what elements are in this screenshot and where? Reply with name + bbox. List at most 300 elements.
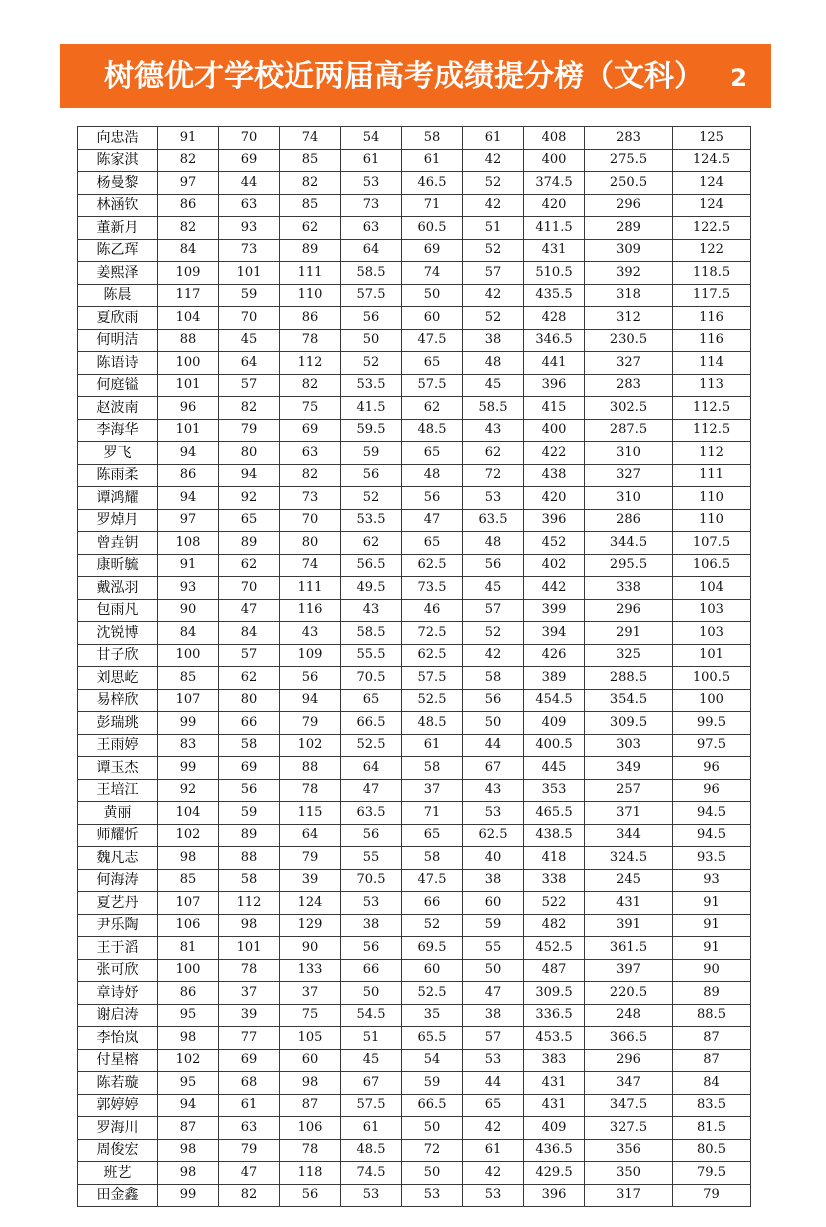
score-cell: 55 — [341, 847, 402, 870]
score-cell: 124 — [280, 892, 341, 915]
score-cell: 397 — [585, 959, 673, 982]
score-cell: 101 — [673, 644, 751, 667]
score-cell: 452 — [524, 532, 585, 555]
score-cell: 89 — [673, 982, 751, 1005]
score-cell: 391 — [585, 914, 673, 937]
score-cell: 58.5 — [341, 622, 402, 645]
score-cell: 62 — [402, 397, 463, 420]
score-cell: 289 — [585, 217, 673, 240]
student-name-cell: 周俊宏 — [78, 1139, 158, 1162]
score-cell: 65 — [341, 689, 402, 712]
score-cell: 42 — [463, 194, 524, 217]
score-cell: 68 — [219, 1072, 280, 1095]
table-row — [78, 554, 751, 577]
student-name-cell: 王于滔 — [78, 937, 158, 960]
score-cell: 87 — [673, 1027, 751, 1050]
score-cell: 110 — [280, 284, 341, 307]
table-row — [78, 1049, 751, 1072]
score-cell: 324.5 — [585, 847, 673, 870]
score-cell: 47 — [402, 509, 463, 532]
score-cell: 62.5 — [463, 824, 524, 847]
score-cell: 109 — [158, 262, 219, 285]
score-cell: 102 — [158, 824, 219, 847]
score-cell: 57 — [463, 262, 524, 285]
score-cell: 52.5 — [402, 689, 463, 712]
score-cell: 53 — [341, 892, 402, 915]
score-cell: 56.5 — [341, 554, 402, 577]
score-cell: 43 — [280, 622, 341, 645]
score-cell: 89 — [219, 532, 280, 555]
table-row — [78, 442, 751, 465]
score-cell: 51 — [463, 217, 524, 240]
score-cell: 110 — [673, 487, 751, 510]
score-cell: 70.5 — [341, 869, 402, 892]
score-cell: 383 — [524, 1049, 585, 1072]
score-cell: 106 — [280, 1117, 341, 1140]
score-cell: 98 — [158, 1162, 219, 1185]
score-cell: 114 — [673, 352, 751, 375]
student-name-cell: 陈雨柔 — [78, 464, 158, 487]
score-cell: 42 — [463, 149, 524, 172]
score-cell: 111 — [280, 262, 341, 285]
score-cell: 98 — [158, 1139, 219, 1162]
score-cell: 124 — [673, 194, 751, 217]
score-cell: 42 — [463, 1162, 524, 1185]
score-cell: 50 — [463, 959, 524, 982]
score-cell: 347 — [585, 1072, 673, 1095]
score-cell: 79 — [673, 1184, 751, 1207]
score-cell: 94.5 — [673, 824, 751, 847]
score-cell: 93 — [219, 217, 280, 240]
table-row — [78, 194, 751, 217]
score-cell: 65 — [463, 1094, 524, 1117]
table-row — [78, 172, 751, 195]
score-cell: 438 — [524, 464, 585, 487]
score-cell: 338 — [524, 869, 585, 892]
score-cell: 55.5 — [341, 644, 402, 667]
score-cell: 100 — [158, 644, 219, 667]
score-cell: 54 — [402, 1049, 463, 1072]
score-cell: 482 — [524, 914, 585, 937]
score-cell: 65 — [402, 442, 463, 465]
student-name-cell: 康昕毓 — [78, 554, 158, 577]
student-name-cell: 易梓欣 — [78, 689, 158, 712]
score-cell: 220.5 — [585, 982, 673, 1005]
score-cell: 275.5 — [585, 149, 673, 172]
score-cell: 84 — [219, 622, 280, 645]
score-cell: 35 — [402, 1004, 463, 1027]
score-cell: 57.5 — [341, 1094, 402, 1117]
table-row — [78, 1072, 751, 1095]
score-cell: 64 — [219, 352, 280, 375]
score-cell: 56 — [463, 689, 524, 712]
table-row — [78, 352, 751, 375]
score-cell: 57.5 — [341, 284, 402, 307]
score-cell: 287.5 — [585, 419, 673, 442]
score-cell: 111 — [280, 577, 341, 600]
score-cell: 58 — [219, 734, 280, 757]
score-cell: 63.5 — [341, 802, 402, 825]
student-name-cell: 陈乙珲 — [78, 239, 158, 262]
score-cell: 106 — [158, 914, 219, 937]
score-cell: 65 — [402, 532, 463, 555]
score-cell: 82 — [219, 1184, 280, 1207]
score-cell: 99 — [158, 1184, 219, 1207]
score-cell: 101 — [158, 374, 219, 397]
score-cell: 47 — [219, 599, 280, 622]
score-cell: 296 — [585, 1049, 673, 1072]
score-cell: 97 — [158, 172, 219, 195]
score-cell: 89 — [219, 824, 280, 847]
student-name-cell: 谭鸿耀 — [78, 487, 158, 510]
score-cell: 86 — [158, 982, 219, 1005]
score-cell: 62 — [341, 532, 402, 555]
score-cell: 106.5 — [673, 554, 751, 577]
score-cell: 66.5 — [402, 1094, 463, 1117]
table-row — [78, 397, 751, 420]
score-cell: 42 — [463, 644, 524, 667]
score-cell: 402 — [524, 554, 585, 577]
score-cell: 56 — [341, 464, 402, 487]
score-cell: 56 — [341, 824, 402, 847]
score-cell: 84 — [158, 239, 219, 262]
score-cell: 441 — [524, 352, 585, 375]
score-cell: 99 — [158, 712, 219, 735]
score-cell: 61 — [463, 1139, 524, 1162]
score-cell: 65 — [402, 824, 463, 847]
score-cell: 69 — [219, 757, 280, 780]
score-cell: 80.5 — [673, 1139, 751, 1162]
table-row — [78, 1117, 751, 1140]
student-name-cell: 董新月 — [78, 217, 158, 240]
score-cell: 438.5 — [524, 824, 585, 847]
score-cell: 78 — [219, 959, 280, 982]
score-cell: 48.5 — [402, 712, 463, 735]
score-cell: 47 — [219, 1162, 280, 1185]
score-cell: 57 — [219, 374, 280, 397]
score-cell: 428 — [524, 307, 585, 330]
score-cell: 101 — [158, 419, 219, 442]
score-cell: 83.5 — [673, 1094, 751, 1117]
table-row — [78, 847, 751, 870]
score-cell: 107 — [158, 892, 219, 915]
score-cell: 45 — [341, 1049, 402, 1072]
score-cell: 59 — [219, 802, 280, 825]
score-cell: 53 — [341, 1184, 402, 1207]
student-name-cell: 黄丽 — [78, 802, 158, 825]
score-cell: 52 — [341, 352, 402, 375]
score-cell: 112.5 — [673, 397, 751, 420]
table-row — [78, 667, 751, 690]
student-name-cell: 何庭镒 — [78, 374, 158, 397]
score-cell: 442 — [524, 577, 585, 600]
score-cell: 112 — [280, 352, 341, 375]
score-cell: 115 — [280, 802, 341, 825]
score-cell: 39 — [219, 1004, 280, 1027]
score-cell: 73 — [280, 487, 341, 510]
score-cell: 64 — [341, 757, 402, 780]
score-cell: 88 — [158, 329, 219, 352]
score-cell: 79.5 — [673, 1162, 751, 1185]
score-cell: 70 — [280, 509, 341, 532]
score-cell: 394 — [524, 622, 585, 645]
score-cell: 56 — [402, 487, 463, 510]
score-cell: 353 — [524, 779, 585, 802]
score-cell: 65 — [219, 509, 280, 532]
score-cell: 302.5 — [585, 397, 673, 420]
score-cell: 63 — [219, 1117, 280, 1140]
score-cell: 84 — [673, 1072, 751, 1095]
score-cell: 72 — [463, 464, 524, 487]
page-title: 树德优才学校近两届高考成绩提分榜（文科） — [104, 59, 704, 94]
table-row — [78, 464, 751, 487]
score-cell: 62 — [463, 442, 524, 465]
score-cell: 84 — [158, 622, 219, 645]
score-cell: 415 — [524, 397, 585, 420]
score-cell: 436.5 — [524, 1139, 585, 1162]
score-cell: 296 — [585, 599, 673, 622]
score-cell: 100 — [158, 959, 219, 982]
score-cell: 82 — [158, 217, 219, 240]
student-name-cell: 李海华 — [78, 419, 158, 442]
score-cell: 58 — [463, 667, 524, 690]
score-cell: 103 — [673, 622, 751, 645]
score-cell: 111 — [673, 464, 751, 487]
score-cell: 257 — [585, 779, 673, 802]
score-cell: 230.5 — [585, 329, 673, 352]
score-cell: 53 — [463, 1184, 524, 1207]
score-cell: 95 — [158, 1072, 219, 1095]
score-cell: 98 — [219, 914, 280, 937]
score-cell: 374.5 — [524, 172, 585, 195]
title-banner — [60, 44, 771, 108]
score-cell: 94 — [158, 487, 219, 510]
score-cell: 465.5 — [524, 802, 585, 825]
score-cell: 422 — [524, 442, 585, 465]
score-cell: 80 — [219, 689, 280, 712]
score-cell: 56 — [280, 1184, 341, 1207]
score-cell: 87 — [280, 1094, 341, 1117]
score-cell: 98 — [158, 1027, 219, 1050]
score-cell: 57.5 — [402, 667, 463, 690]
score-cell: 61 — [402, 734, 463, 757]
score-cell: 41.5 — [341, 397, 402, 420]
score-cell: 50 — [341, 329, 402, 352]
score-cell: 57 — [463, 599, 524, 622]
score-cell: 62 — [280, 217, 341, 240]
table-row — [78, 914, 751, 937]
score-cell: 349 — [585, 757, 673, 780]
score-cell: 396 — [524, 1184, 585, 1207]
score-cell: 90 — [673, 959, 751, 982]
score-cell: 43 — [341, 599, 402, 622]
student-name-cell: 付星榕 — [78, 1049, 158, 1072]
score-cell: 50 — [463, 712, 524, 735]
table-row — [78, 374, 751, 397]
score-cell: 49.5 — [341, 577, 402, 600]
score-cell: 58 — [219, 869, 280, 892]
score-cell: 69.5 — [402, 937, 463, 960]
score-cell: 70 — [219, 577, 280, 600]
score-cell: 38 — [463, 329, 524, 352]
score-cell: 400.5 — [524, 734, 585, 757]
table-row — [78, 149, 751, 172]
score-cell: 117 — [158, 284, 219, 307]
score-cell: 399 — [524, 599, 585, 622]
score-cell: 52 — [341, 487, 402, 510]
score-cell: 48 — [463, 352, 524, 375]
table-row — [78, 982, 751, 1005]
score-cell: 79 — [280, 712, 341, 735]
student-name-cell: 杨曼黎 — [78, 172, 158, 195]
score-cell: 45 — [463, 374, 524, 397]
score-cell: 400 — [524, 149, 585, 172]
score-cell: 452.5 — [524, 937, 585, 960]
score-cell: 93 — [158, 577, 219, 600]
student-name-cell: 包雨凡 — [78, 599, 158, 622]
table-row — [78, 622, 751, 645]
score-cell: 63 — [280, 442, 341, 465]
table-row — [78, 239, 751, 262]
student-name-cell: 何明洁 — [78, 329, 158, 352]
score-cell: 93.5 — [673, 847, 751, 870]
score-cell: 91 — [673, 892, 751, 915]
table-row — [78, 284, 751, 307]
score-cell: 59 — [463, 914, 524, 937]
score-cell: 104 — [673, 577, 751, 600]
score-cell: 53 — [402, 1184, 463, 1207]
table-row — [78, 1139, 751, 1162]
score-cell: 118 — [280, 1162, 341, 1185]
score-cell: 50 — [402, 284, 463, 307]
score-cell: 57.5 — [402, 374, 463, 397]
score-cell: 78 — [280, 779, 341, 802]
score-cell: 74 — [402, 262, 463, 285]
score-cell: 309 — [585, 239, 673, 262]
score-cell: 310 — [585, 487, 673, 510]
score-cell: 70 — [219, 307, 280, 330]
score-cell: 57 — [463, 1027, 524, 1050]
score-cell: 75 — [280, 397, 341, 420]
score-cell: 71 — [402, 194, 463, 217]
score-cell: 81.5 — [673, 1117, 751, 1140]
score-cell: 95 — [158, 1004, 219, 1027]
student-name-cell: 曾垚钥 — [78, 532, 158, 555]
score-cell: 344.5 — [585, 532, 673, 555]
table-row — [78, 127, 751, 150]
score-cell: 66 — [341, 959, 402, 982]
table-row — [78, 689, 751, 712]
score-cell: 94 — [280, 689, 341, 712]
score-cell: 38 — [463, 1004, 524, 1027]
score-cell: 82 — [158, 149, 219, 172]
score-cell: 53 — [463, 1049, 524, 1072]
score-cell: 70 — [219, 127, 280, 150]
score-cell: 60 — [463, 892, 524, 915]
score-cell: 59 — [219, 284, 280, 307]
score-cell: 317 — [585, 1184, 673, 1207]
score-cell: 112 — [673, 442, 751, 465]
score-cell: 250.5 — [585, 172, 673, 195]
student-name-cell: 陈晨 — [78, 284, 158, 307]
student-name-cell: 陈家淇 — [78, 149, 158, 172]
score-cell: 74 — [280, 127, 341, 150]
score-cell: 58 — [402, 757, 463, 780]
score-cell: 37 — [402, 779, 463, 802]
score-cell: 327.5 — [585, 1117, 673, 1140]
score-cell: 435.5 — [524, 284, 585, 307]
student-name-cell: 李怡岚 — [78, 1027, 158, 1050]
score-cell: 431 — [524, 1094, 585, 1117]
table-row — [78, 644, 751, 667]
score-cell: 56 — [280, 667, 341, 690]
score-cell: 124.5 — [673, 149, 751, 172]
score-cell: 58 — [402, 847, 463, 870]
score-cell: 102 — [158, 1049, 219, 1072]
student-name-cell: 陈语诗 — [78, 352, 158, 375]
score-cell: 453.5 — [524, 1027, 585, 1050]
score-cell: 122 — [673, 239, 751, 262]
score-cell: 408 — [524, 127, 585, 150]
score-cell: 99 — [158, 757, 219, 780]
score-cell: 45 — [219, 329, 280, 352]
score-cell: 104 — [158, 802, 219, 825]
score-cell: 108 — [158, 532, 219, 555]
score-cell: 409 — [524, 1117, 585, 1140]
score-cell: 60.5 — [402, 217, 463, 240]
score-cell: 46 — [402, 599, 463, 622]
score-cell: 129 — [280, 914, 341, 937]
score-cell: 318 — [585, 284, 673, 307]
student-name-cell: 田金鑫 — [78, 1184, 158, 1207]
score-cell: 54.5 — [341, 1004, 402, 1027]
score-cell: 80 — [219, 442, 280, 465]
score-cell: 52 — [463, 307, 524, 330]
score-cell: 92 — [219, 487, 280, 510]
score-cell: 248 — [585, 1004, 673, 1027]
score-cell: 133 — [280, 959, 341, 982]
score-cell: 338 — [585, 577, 673, 600]
score-cell: 50 — [341, 982, 402, 1005]
score-cell: 69 — [280, 419, 341, 442]
score-cell: 67 — [341, 1072, 402, 1095]
score-cell: 96 — [158, 397, 219, 420]
score-cell: 366.5 — [585, 1027, 673, 1050]
score-cell: 88.5 — [673, 1004, 751, 1027]
score-cell: 69 — [402, 239, 463, 262]
score-cell: 309.5 — [524, 982, 585, 1005]
score-cell: 97 — [158, 509, 219, 532]
score-cell: 52 — [463, 172, 524, 195]
table-row — [78, 712, 751, 735]
score-cell: 78 — [280, 329, 341, 352]
score-cell: 327 — [585, 352, 673, 375]
score-cell: 350 — [585, 1162, 673, 1185]
score-cell: 303 — [585, 734, 673, 757]
score-table-body — [78, 127, 751, 1207]
score-cell: 57 — [219, 644, 280, 667]
score-cell: 88 — [219, 847, 280, 870]
score-cell: 336.5 — [524, 1004, 585, 1027]
table-row — [78, 779, 751, 802]
score-cell: 53 — [341, 172, 402, 195]
score-cell: 92 — [158, 779, 219, 802]
score-cell: 48 — [402, 464, 463, 487]
score-cell: 82 — [280, 172, 341, 195]
score-cell: 52.5 — [341, 734, 402, 757]
score-cell: 42 — [463, 284, 524, 307]
student-name-cell: 戴泓羽 — [78, 577, 158, 600]
